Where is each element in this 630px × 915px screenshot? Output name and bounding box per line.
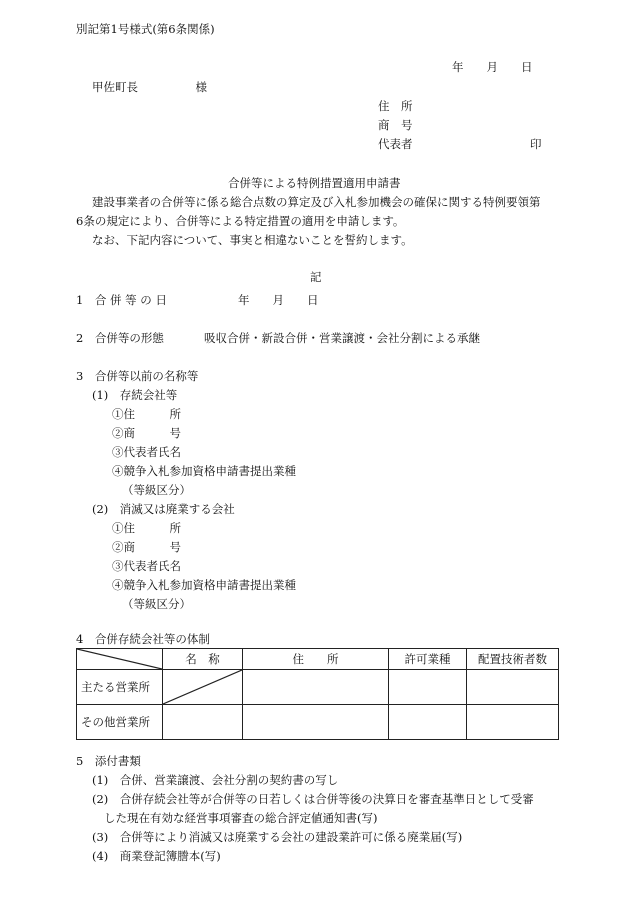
sub1-field-address: ①住 所 [112, 407, 181, 421]
item5-label: 5 添付書類 [76, 754, 141, 768]
doc-1: (1) 合併、営業譲渡、会社分割の契約書の写し [92, 773, 339, 787]
main-office-name-cell [163, 670, 243, 705]
item1-label: 1 合 併 等 の 日 [76, 293, 167, 307]
item2-value: 吸収合併・新設合併・営業譲渡・会社分割による承継 [204, 331, 480, 345]
intro-line-1: 建設事業者の合併等に係る総合点数の算定及び入札参加機会の確保に関する特例要領第 [92, 195, 541, 209]
structure-table [76, 648, 559, 740]
other-office-permit-cell[interactable] [389, 705, 467, 740]
form-reference: 別記第1号様式(第6条関係) [76, 22, 215, 36]
sub1-field-company: ②商 号 [112, 426, 181, 440]
sub2-field-rep: ③代表者氏名 [112, 559, 181, 573]
seal-label: 印 [530, 137, 542, 151]
date-line: 年 月 日 [452, 60, 533, 74]
row-other-office: その他営業所 [77, 705, 163, 740]
item3-label: 3 合併等以前の名称等 [76, 369, 199, 383]
doc-3: (3) 合併等により消滅又は廃業する会社の建設業許可に係る廃業届(写) [92, 830, 463, 844]
item2-label: 2 合併等の形態 [76, 331, 164, 345]
doc-2-continued: した現在有効な経営事項審査の総合評定値通知書(写) [104, 811, 378, 825]
main-office-engineers-cell[interactable] [467, 670, 559, 705]
doc-2: (2) 合併存続会社等が合併等の日若しくは合併等後の決算日を審査基準日として受審 [92, 792, 534, 806]
sub2-field-industry: ④競争入札参加資格申請書提出業種 [112, 578, 296, 592]
table-header-row [77, 649, 559, 670]
doc-4: (4) 商業登記簿謄本(写) [92, 849, 221, 863]
item3-sub1: (1) 存続会社等 [92, 388, 178, 402]
table-row [77, 705, 559, 740]
header-engineers: 配置技術者数 [467, 649, 559, 670]
item1-date: 年 月 日 [238, 293, 319, 307]
header-permit: 許可業種 [389, 649, 467, 670]
sub2-field-company: ②商 号 [112, 540, 181, 554]
item4-label: 4 合併存続会社等の体制 [76, 632, 210, 646]
sub2-field-grade: （等級区分） [122, 597, 191, 611]
document-title: 合併等による特例措置適用申請書 [228, 176, 401, 190]
addressee: 甲佐町長 様 [92, 80, 207, 94]
table-row [77, 670, 559, 705]
representative-label: 代表者 [378, 137, 413, 151]
main-office-address-cell[interactable] [243, 670, 389, 705]
main-office-permit-cell[interactable] [389, 670, 467, 705]
sub1-field-rep: ③代表者氏名 [112, 445, 181, 459]
ki-heading: 記 [310, 270, 322, 284]
item3-sub2: (2) 消滅又は廃業する会社 [92, 502, 235, 516]
other-office-name-cell[interactable] [163, 705, 243, 740]
sub1-field-industry: ④競争入札参加資格申請書提出業種 [112, 464, 296, 478]
sub1-field-grade: （等級区分） [122, 483, 191, 497]
intro-line-3: なお、下記内容について、事実と相違ないことを誓約します。 [92, 233, 413, 247]
intro-line-2: 6条の規定により、合併等による特定措置の適用を申請します。 [76, 214, 405, 228]
header-name: 名 称 [163, 649, 243, 670]
other-office-address-cell[interactable] [243, 705, 389, 740]
table-corner-cell [77, 649, 163, 670]
row-main-office: 主たる営業所 [77, 670, 163, 705]
header-address: 住 所 [243, 649, 389, 670]
other-office-engineers-cell[interactable] [467, 705, 559, 740]
sub2-field-address: ①住 所 [112, 521, 181, 535]
address-label: 住 所 [378, 99, 413, 113]
company-label: 商 号 [378, 118, 413, 132]
